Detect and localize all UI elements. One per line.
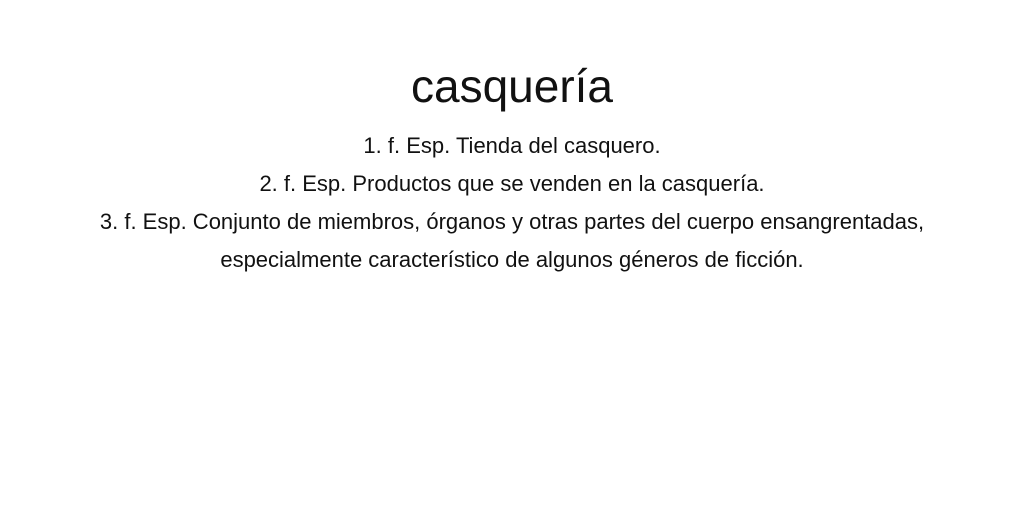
headword: casquería <box>410 60 613 112</box>
definition-list <box>62 127 962 279</box>
definition-3: 3. f. Esp. Conjunto de miembros, órganos y otras partes del cuerpo ensangrentadas, especialmente característico de algunos géneros de ficción. <box>99 209 925 272</box>
definition-2: 2. f. Esp. Productos que se venden en la casquería. <box>259 171 765 196</box>
definition-1: 1. f. Esp. Tienda del casquero. <box>363 133 661 158</box>
